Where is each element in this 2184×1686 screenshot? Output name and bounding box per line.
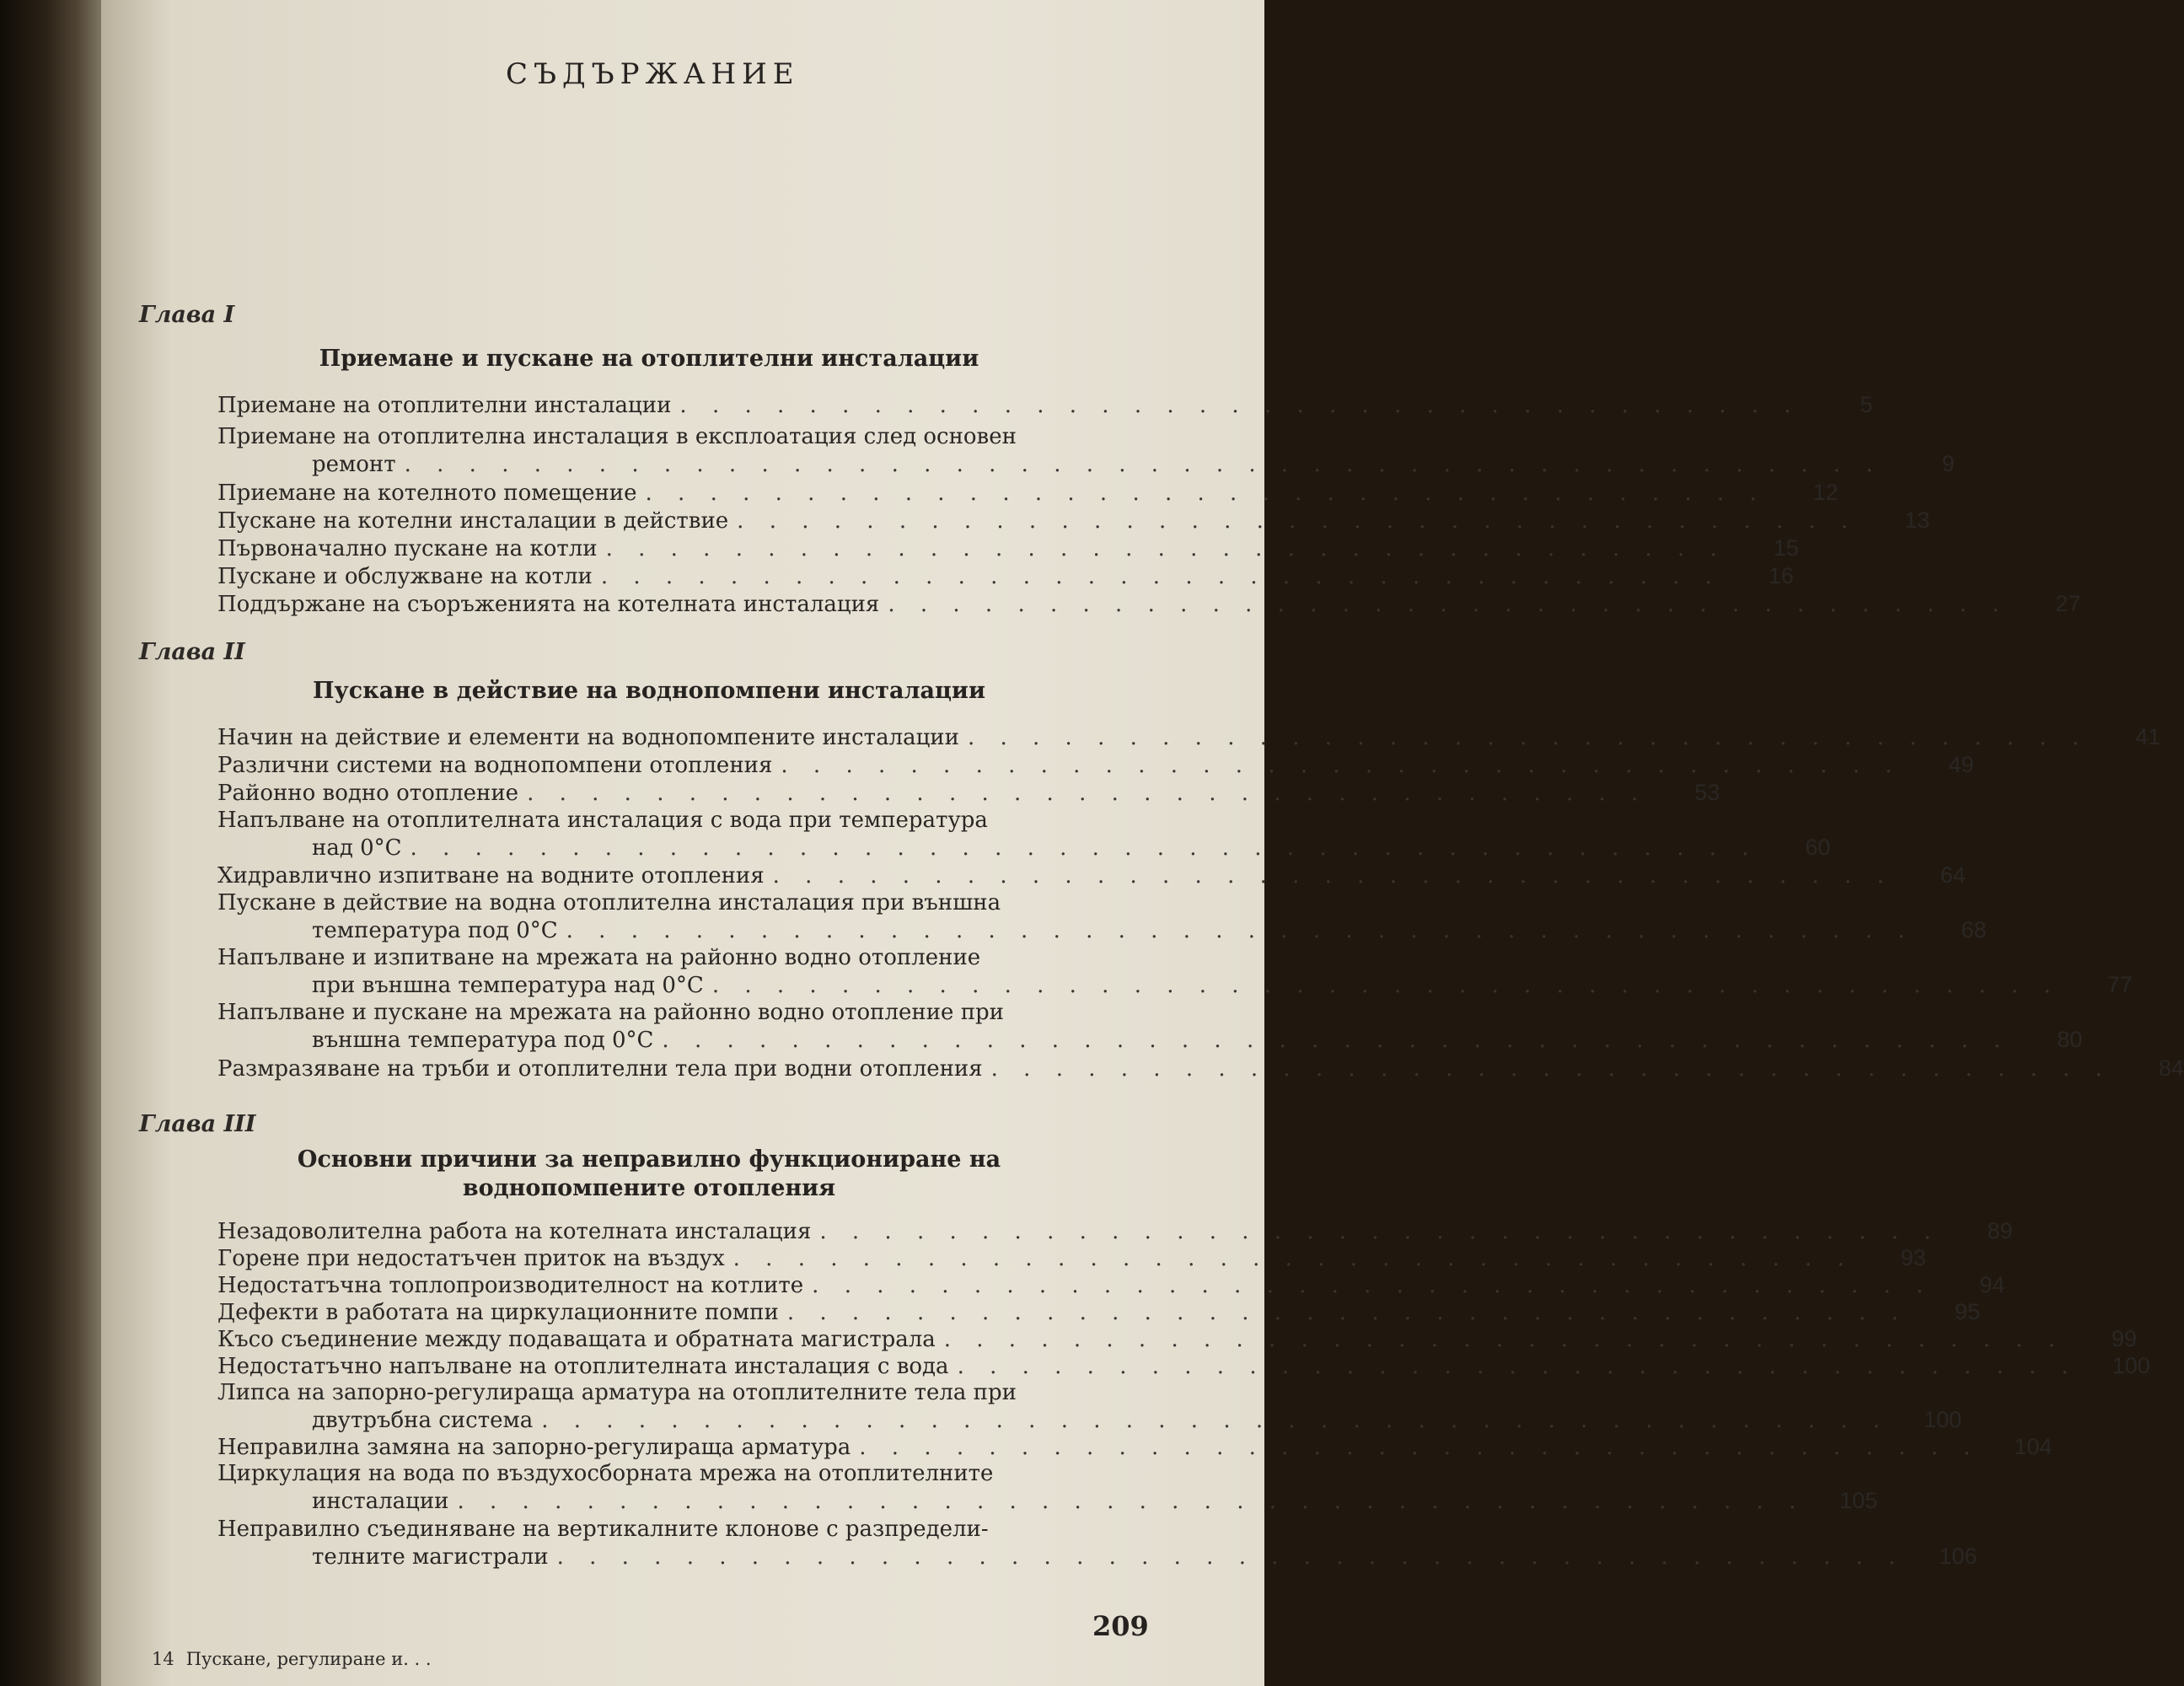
- page-number: 209: [1092, 1610, 1149, 1642]
- toc-entry-page: 93: [1900, 1245, 1926, 1270]
- toc-entry-text: Циркулация на вода по въздухосборната мрежа на отоплителните: [217, 1461, 994, 1486]
- toc-entry-text: Дефекти в работата на циркулационните помпи: [217, 1300, 779, 1325]
- toc-entry-text: Късо съединение между подаващата и обратната магистрала: [217, 1327, 936, 1352]
- toc-entry-text: Различни системи на воднопомпени отопления: [217, 753, 773, 778]
- toc-entry: Напълване и пускане на мрежата на районно водно отопление при външна температура под 0°С . . . . . . . . . . . . . . . . . . . . . . . . . . . . . . . . . . . . . . . . . . 80: [217, 1000, 2083, 1053]
- toc-entry-page: 16: [1768, 563, 1795, 588]
- toc-entry-page: 105: [1839, 1488, 1878, 1513]
- toc-entry: Циркулация на вода по въздухосборната мрежа на отоплителните инсталации . . . . . . . . . . . . . . . . . . . . . . . . . . . . . . . . . . . . . . . . . . 105: [217, 1461, 1878, 1514]
- toc-entry: Приемане на котелното помещение . . . . . . . . . . . . . . . . . . . . . . . . . . . . . . . . . . . 12: [217, 480, 1838, 506]
- printer-signature: [152, 1649, 432, 1669]
- toc-entry-text-cont: инсталации: [312, 1489, 449, 1514]
- toc-entry-page: 100: [1924, 1407, 1962, 1432]
- toc-entry: Горене при недостатъчен приток на въздух . . . . . . . . . . . . . . . . . . . . . . . . . . . . . . . . . . . 93: [217, 1245, 1926, 1271]
- toc-entry: Пускане на котелни инсталации в действие . . . . . . . . . . . . . . . . . . . . . . . . . . . . . . . . . . . 13: [217, 507, 1930, 534]
- toc-entry-text: Размразяване на тръби и отоплителни тела при водни отопления: [217, 1056, 983, 1082]
- toc-entry-text: Напълване и изпитване на мрежата на районно водно отопление: [217, 945, 981, 970]
- toc-entry: Неправилна замяна на запорно-регулираща арматура . . . . . . . . . . . . . . . . . . . . . . . . . . . . . . . . . . . 104: [217, 1434, 2053, 1460]
- toc-entry-page: 89: [1987, 1218, 2013, 1243]
- toc-entry-page: 95: [1955, 1299, 1981, 1324]
- toc-entry-text: Районно водно отопление: [217, 781, 519, 806]
- chapter-3-title: Основни причини за неправилно функциониране на: [297, 1146, 1001, 1173]
- toc-entry-text-cont: външна температура под 0°С: [312, 1028, 654, 1053]
- toc-entry-text: Хидравлично изпитване на водните отопления: [217, 863, 765, 889]
- toc-entry-page: 53: [1694, 780, 1720, 805]
- toc-entry: Недостатъчна топлопроизводителност на котлите . . . . . . . . . . . . . . . . . . . . . . . . . . . . . . . . . . . 94: [217, 1272, 2005, 1298]
- toc-entry-text: Пускане в действие на водна отоплителна инсталация при външна: [217, 890, 1001, 915]
- toc-entry-page: 94: [1979, 1272, 2005, 1297]
- toc-entry-text-cont: телните магистрали: [312, 1544, 549, 1570]
- toc-entry-text: Пускане на котелни инсталации в действие: [217, 508, 729, 534]
- toc-entry-text: Неправилна замяна на запорно-регулираща арматура: [217, 1435, 851, 1460]
- chapter-3-title-cont: воднопомпените отопления: [462, 1175, 836, 1201]
- toc-entry-page: 27: [2055, 591, 2081, 616]
- toc-entry: Напълване и изпитване на мрежата на районно водно отопление при външна температура над 0°С . . . . . . . . . . . . . . . . . . . . . . . . . . . . . . . . . . . . . . . . . . 77: [217, 945, 2133, 998]
- toc-entry-page: 77: [2106, 972, 2133, 997]
- toc-entry: Начин на действие и елементи на воднопомпените инсталации . . . . . . . . . . . . . . . . . . . . . . . . . . . . . . . . . . . 41: [217, 724, 2161, 750]
- toc-entry-page: 104: [2014, 1434, 2053, 1459]
- toc-entry-text: Първоначално пускане на котли: [217, 536, 598, 561]
- toc-entry-page: 49: [1948, 752, 1974, 777]
- book-spine-shadow: [0, 0, 101, 1686]
- toc-entry-page: 64: [1940, 862, 1966, 888]
- toc-entry-text: Недостатъчна топлопроизводителност на котлите: [217, 1273, 804, 1298]
- chapter-2-label: Глава II: [139, 639, 245, 665]
- chapter-3-label: Глава III: [139, 1111, 256, 1137]
- toc-entry: Пускане и обслужване на котли . . . . . . . . . . . . . . . . . . . . . . . . . . . . . . . . . . . 16: [217, 563, 1795, 589]
- toc-entry: Първоначално пускане на котли . . . . . . . . . . . . . . . . . . . . . . . . . . . . . . . . . . . 15: [217, 535, 1799, 561]
- toc-entry: Късо съединение между подаващата и обратната магистрала . . . . . . . . . . . . . . . . . . . . . . . . . . . . . . . . . . . 99: [217, 1326, 2138, 1352]
- toc-entry: Различни системи на воднопомпени отопления . . . . . . . . . . . . . . . . . . . . . . . . . . . . . . . . . . . 49: [217, 752, 1974, 778]
- toc-entry-text: Липса на запорно-регулираща арматура на отоплителните тела при: [217, 1380, 1017, 1405]
- toc-entry: Липса на запорно-регулираща арматура на отоплителните тела при двутръбна система . . . . . . . . . . . . . . . . . . . . . . . . . . . . . . . . . . . . . . . . . . 100: [217, 1380, 1962, 1433]
- chapter-1-title: Приемане и пускане на отоплителни инсталации: [319, 346, 979, 372]
- toc-entry: Дефекти в работата на циркулационните помпи . . . . . . . . . . . . . . . . . . . . . . . . . . . . . . . . . . . 95: [217, 1299, 1981, 1325]
- toc-entry-text: Напълване и пускане на мрежата на районно водно отопление при: [217, 1000, 1004, 1025]
- toc-entry-page: 106: [1939, 1544, 1977, 1569]
- signature-number: 14: [152, 1649, 174, 1669]
- toc-entry: Напълване на отоплителната инсталация с вода при температура над 0°С . . . . . . . . . . . . . . . . . . . . . . . . . . . . . . . . . . . . . . . . . . 60: [217, 808, 1831, 861]
- toc-entry-page: 41: [2135, 724, 2161, 749]
- toc-entry: Размразяване на тръби и отоплителни тела при водни отопления . . . . . . . . . . . . . . . . . . . . . . . . . . . . . . . . . . . 84: [217, 1055, 2184, 1082]
- toc-entry-text: Поддържане на съоръженията на котелната инсталация: [217, 592, 880, 617]
- toc-entry: Хидравлично изпитване на водните отопления . . . . . . . . . . . . . . . . . . . . . . . . . . . . . . . . . . . 64: [217, 862, 1966, 889]
- toc-entry: Приемане на отоплителна инсталация в експлоатация след основен ремонт . . . . . . . . . . . . . . . . . . . . . . . . . . . . . . . . . . . . . . . . . . . . . . 9: [217, 424, 1955, 477]
- toc-entry-text: Приемане на котелното помещение: [217, 481, 637, 506]
- toc-entry-text: Приемане на отоплителни инсталации: [217, 393, 672, 418]
- signature-text: Пускане, регулиране и. . .: [185, 1649, 432, 1669]
- toc-entry-page: 80: [2057, 1027, 2083, 1052]
- toc-entry-text-cont: при външна температура над 0°С: [312, 973, 704, 998]
- toc-entry-text: Напълване на отоплителната инсталация с вода при температура: [217, 808, 988, 833]
- toc-entry-text-cont: температура под 0°С: [312, 918, 558, 943]
- toc-entry-page: 100: [2112, 1353, 2150, 1378]
- toc-entry-page: 13: [1904, 507, 1930, 533]
- toc-entry-text: Начин на действие и елементи на воднопомпените инсталации: [217, 725, 959, 750]
- toc-entry-text-cont: ремонт: [312, 452, 396, 477]
- toc-entry-text: Горене при недостатъчен приток на въздух: [217, 1246, 725, 1271]
- chapter-2-title: Пускане в действие на воднопомпени инсталации: [313, 678, 985, 704]
- toc-entry: Приемане на отоплителни инсталации . . . . . . . . . . . . . . . . . . . . . . . . . . . . . . . . . . . 5: [217, 392, 1873, 418]
- toc-entry-page: 5: [1859, 392, 1873, 417]
- toc-entry: Недостатъчно напълване на отоплителната инсталация с вода . . . . . . . . . . . . . . . . . . . . . . . . . . . . . . . . . . . 100: [217, 1353, 2150, 1379]
- toc-entry-text-cont: над 0°С: [312, 835, 402, 861]
- toc-entry-text: Недостатъчно напълване на отоплителната инсталация с вода: [217, 1354, 949, 1379]
- toc-entry: Неправилно съединяване на вертикалните клонове с разпредели- телните магистрали . . . . . . . . . . . . . . . . . . . . . . . . . . . . . . . . . . . . . . . . . . 106: [217, 1517, 1977, 1570]
- page-title: СЪДЪРЖАНИЕ: [506, 57, 800, 91]
- toc-entry-text: Незадоволителна работа на котелната инсталация: [217, 1219, 812, 1244]
- toc-entry: Незадоволителна работа на котелната инсталация . . . . . . . . . . . . . . . . . . . . . . . . . . . . . . . . . . . 89: [217, 1218, 2013, 1244]
- toc-entry-text-cont: двутръбна система: [312, 1408, 534, 1433]
- toc-entry-page: 60: [1805, 835, 1831, 860]
- toc-entry-text: Приемане на отоплителна инсталация в експлоатация след основен: [217, 424, 1017, 449]
- toc-entry-page: 12: [1812, 480, 1838, 505]
- toc-entry-page: 84: [2158, 1055, 2184, 1081]
- toc-entry-page: 9: [1941, 451, 1955, 476]
- toc-entry-text: Пускане и обслужване на котли: [217, 564, 593, 589]
- toc-entry: Поддържане на съоръженията на котелната инсталация . . . . . . . . . . . . . . . . . . . . . . . . . . . . . . . . . . . 27: [217, 591, 2081, 617]
- toc-entry: Районно водно отопление . . . . . . . . . . . . . . . . . . . . . . . . . . . . . . . . . . . 53: [217, 780, 1720, 806]
- toc-entry-page: 15: [1773, 535, 1799, 561]
- toc-entry: Пускане в действие на водна отоплителна инсталация при външна температура под 0°С . . . . . . . . . . . . . . . . . . . . . . . . . . . . . . . . . . . . . . . . . . 68: [217, 890, 1987, 943]
- toc-entry-text: Неправилно съединяване на вертикалните клонове с разпредели-: [217, 1517, 989, 1542]
- toc-entry-page: 99: [2111, 1326, 2138, 1351]
- chapter-1-label: Глава I: [139, 302, 235, 328]
- toc-entry-page: 68: [1961, 917, 1987, 942]
